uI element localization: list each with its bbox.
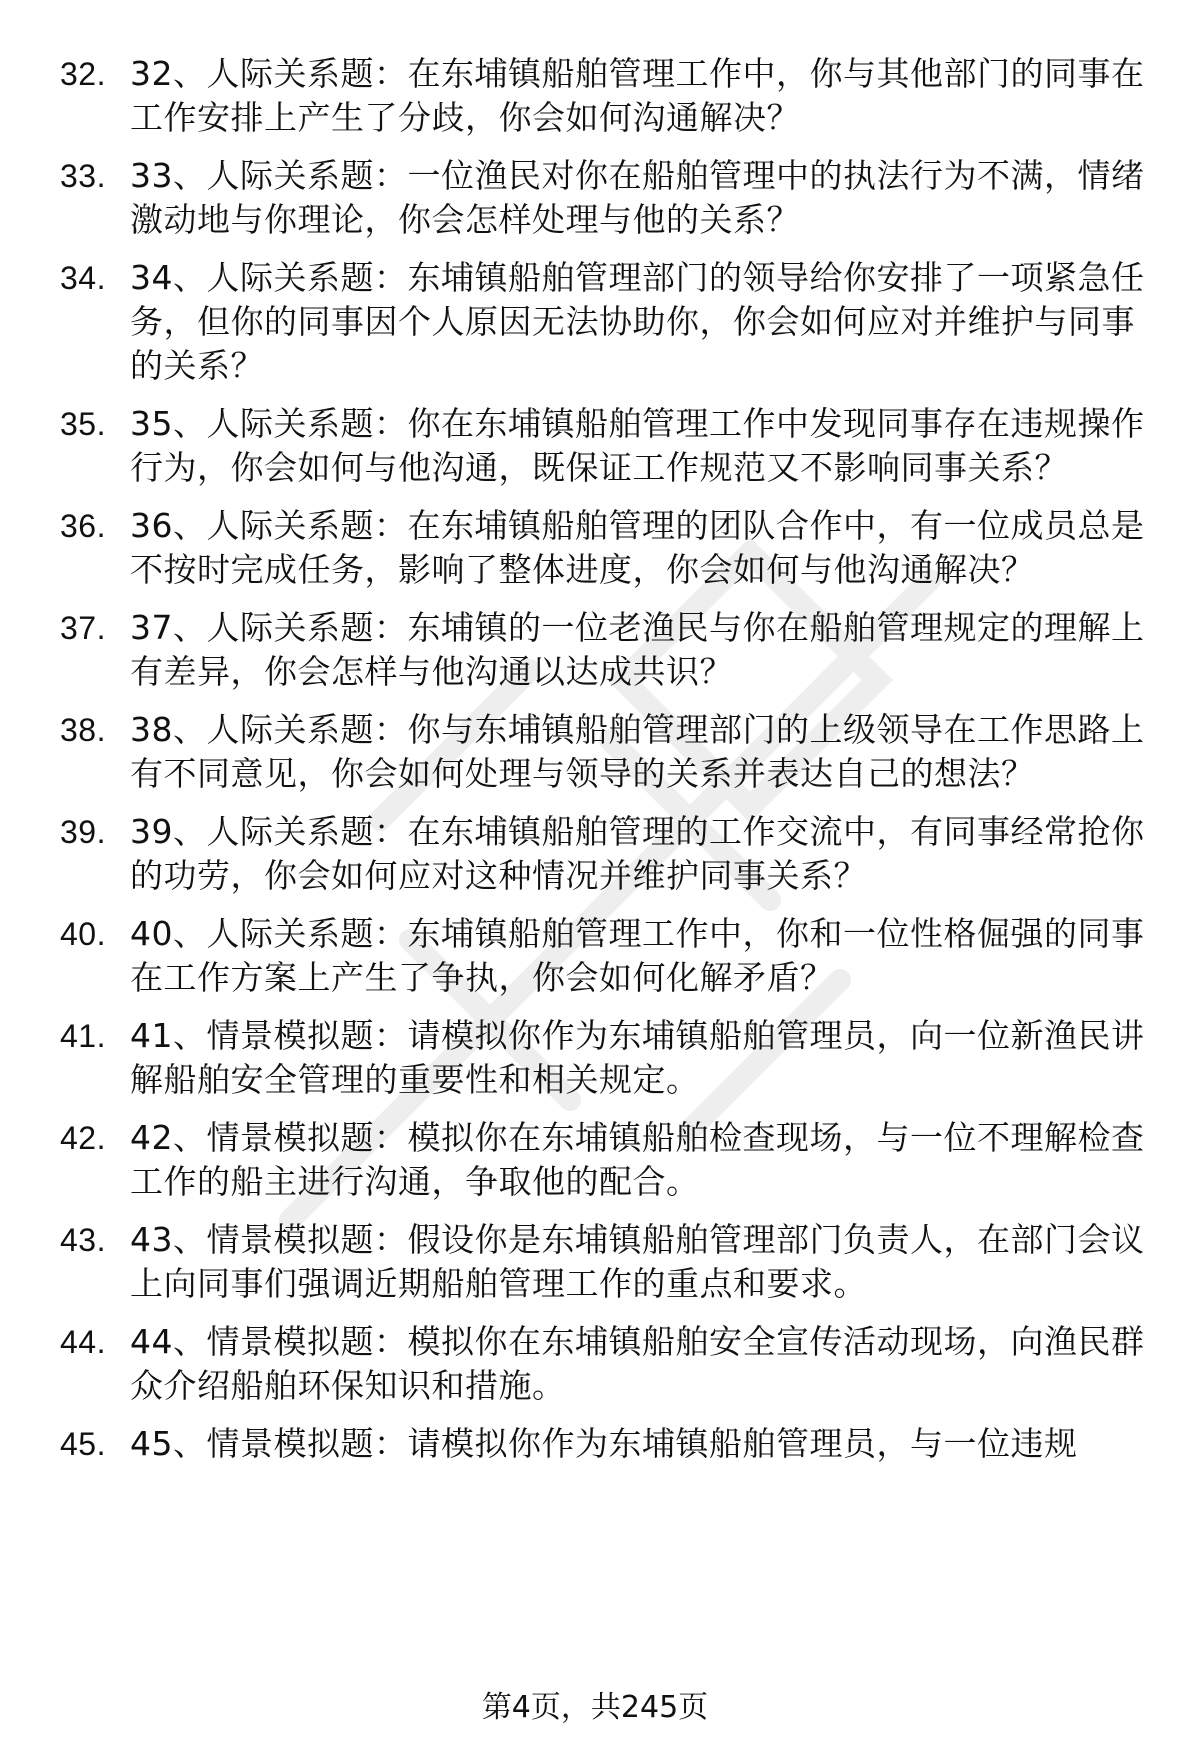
list-item [60,1320,1160,1408]
question-text: 33、人际关系题：一位渔民对你在船舶管理中的执法行为不满，情绪激动地与你理论，你会怎样处理与他的关系？ [130,156,1145,239]
list-item [60,402,1160,490]
question-text: 36、人际关系题：在东埔镇船舶管理的团队合作中，有一位成员总是不按时完成任务，影响了整体进度，你会如何与他沟通解决？ [130,506,1145,589]
list-item [60,606,1160,694]
list-item [60,1116,1160,1204]
question-list [60,52,1160,1480]
question-number: 34. [60,260,106,296]
question-text: 44、情景模拟题：模拟你在东埔镇船舶安全宣传活动现场，向渔民群众介绍船舶环保知识和措施。 [130,1322,1145,1405]
question-text: 38、人际关系题：你与东埔镇船舶管理部门的上级领导在工作思路上有不同意见，你会如何处理与领导的关系并表达自己的想法？ [130,710,1145,793]
list-item [60,810,1160,898]
list-item [60,52,1160,140]
question-number: 42. [60,1120,106,1156]
list-item [60,154,1160,242]
question-text: 41、情景模拟题：请模拟你作为东埔镇船舶管理员，向一位新渔民讲解船舶安全管理的重要性和相关规定。 [130,1016,1145,1099]
list-item [60,1218,1160,1306]
question-number: 38. [60,712,106,748]
question-text: 42、情景模拟题：模拟你在东埔镇船舶检查现场，与一位不理解检查工作的船主进行沟通，争取他的配合。 [130,1118,1145,1201]
question-number: 33. [60,158,106,194]
question-text: 43、情景模拟题：假设你是东埔镇船舶管理部门负责人，在部门会议上向同事们强调近期船舶管理工作的重点和要求。 [130,1220,1145,1303]
question-number: 32. [60,56,106,92]
page-footer: 第4页，共245页 [481,1690,709,1725]
question-text: 34、人际关系题：东埔镇船舶管理部门的领导给你安排了一项紧急任务，但你的同事因个人原因无法协助你，你会如何应对并维护与同事的关系？ [130,258,1145,385]
list-item [60,256,1160,388]
question-text: 45、情景模拟题：请模拟你作为东埔镇船舶管理员，与一位违规 [130,1424,1078,1463]
question-number: 44. [60,1324,106,1360]
question-text: 40、人际关系题：东埔镇船舶管理工作中，你和一位性格倔强的同事在工作方案上产生了争执，你会如何化解矛盾？ [130,914,1145,997]
question-number: 35. [60,406,106,442]
question-text: 39、人际关系题：在东埔镇船舶管理的工作交流中，有同事经常抢你的功劳，你会如何应对这种情况并维护同事关系？ [130,812,1145,895]
list-item [60,912,1160,1000]
question-number: 36. [60,508,106,544]
list-item [60,708,1160,796]
question-text: 37、人际关系题：东埔镇的一位老渔民与你在船舶管理规定的理解上有差异，你会怎样与他沟通以达成共识？ [130,608,1145,691]
question-number: 37. [60,610,106,646]
list-item [60,1422,1160,1466]
question-text: 35、人际关系题：你在东埔镇船舶管理工作中发现同事存在违规操作行为，你会如何与他沟通，既保证工作规范又不影响同事关系？ [130,404,1145,487]
list-item [60,1014,1160,1102]
question-number: 39. [60,814,106,850]
question-number: 43. [60,1222,106,1258]
question-number: 40. [60,916,106,952]
question-number: 41. [60,1018,106,1054]
question-text: 32、人际关系题：在东埔镇船舶管理工作中，你与其他部门的同事在工作安排上产生了分歧，你会如何沟通解决？ [130,54,1145,137]
list-item [60,504,1160,592]
question-number: 45. [60,1426,106,1462]
